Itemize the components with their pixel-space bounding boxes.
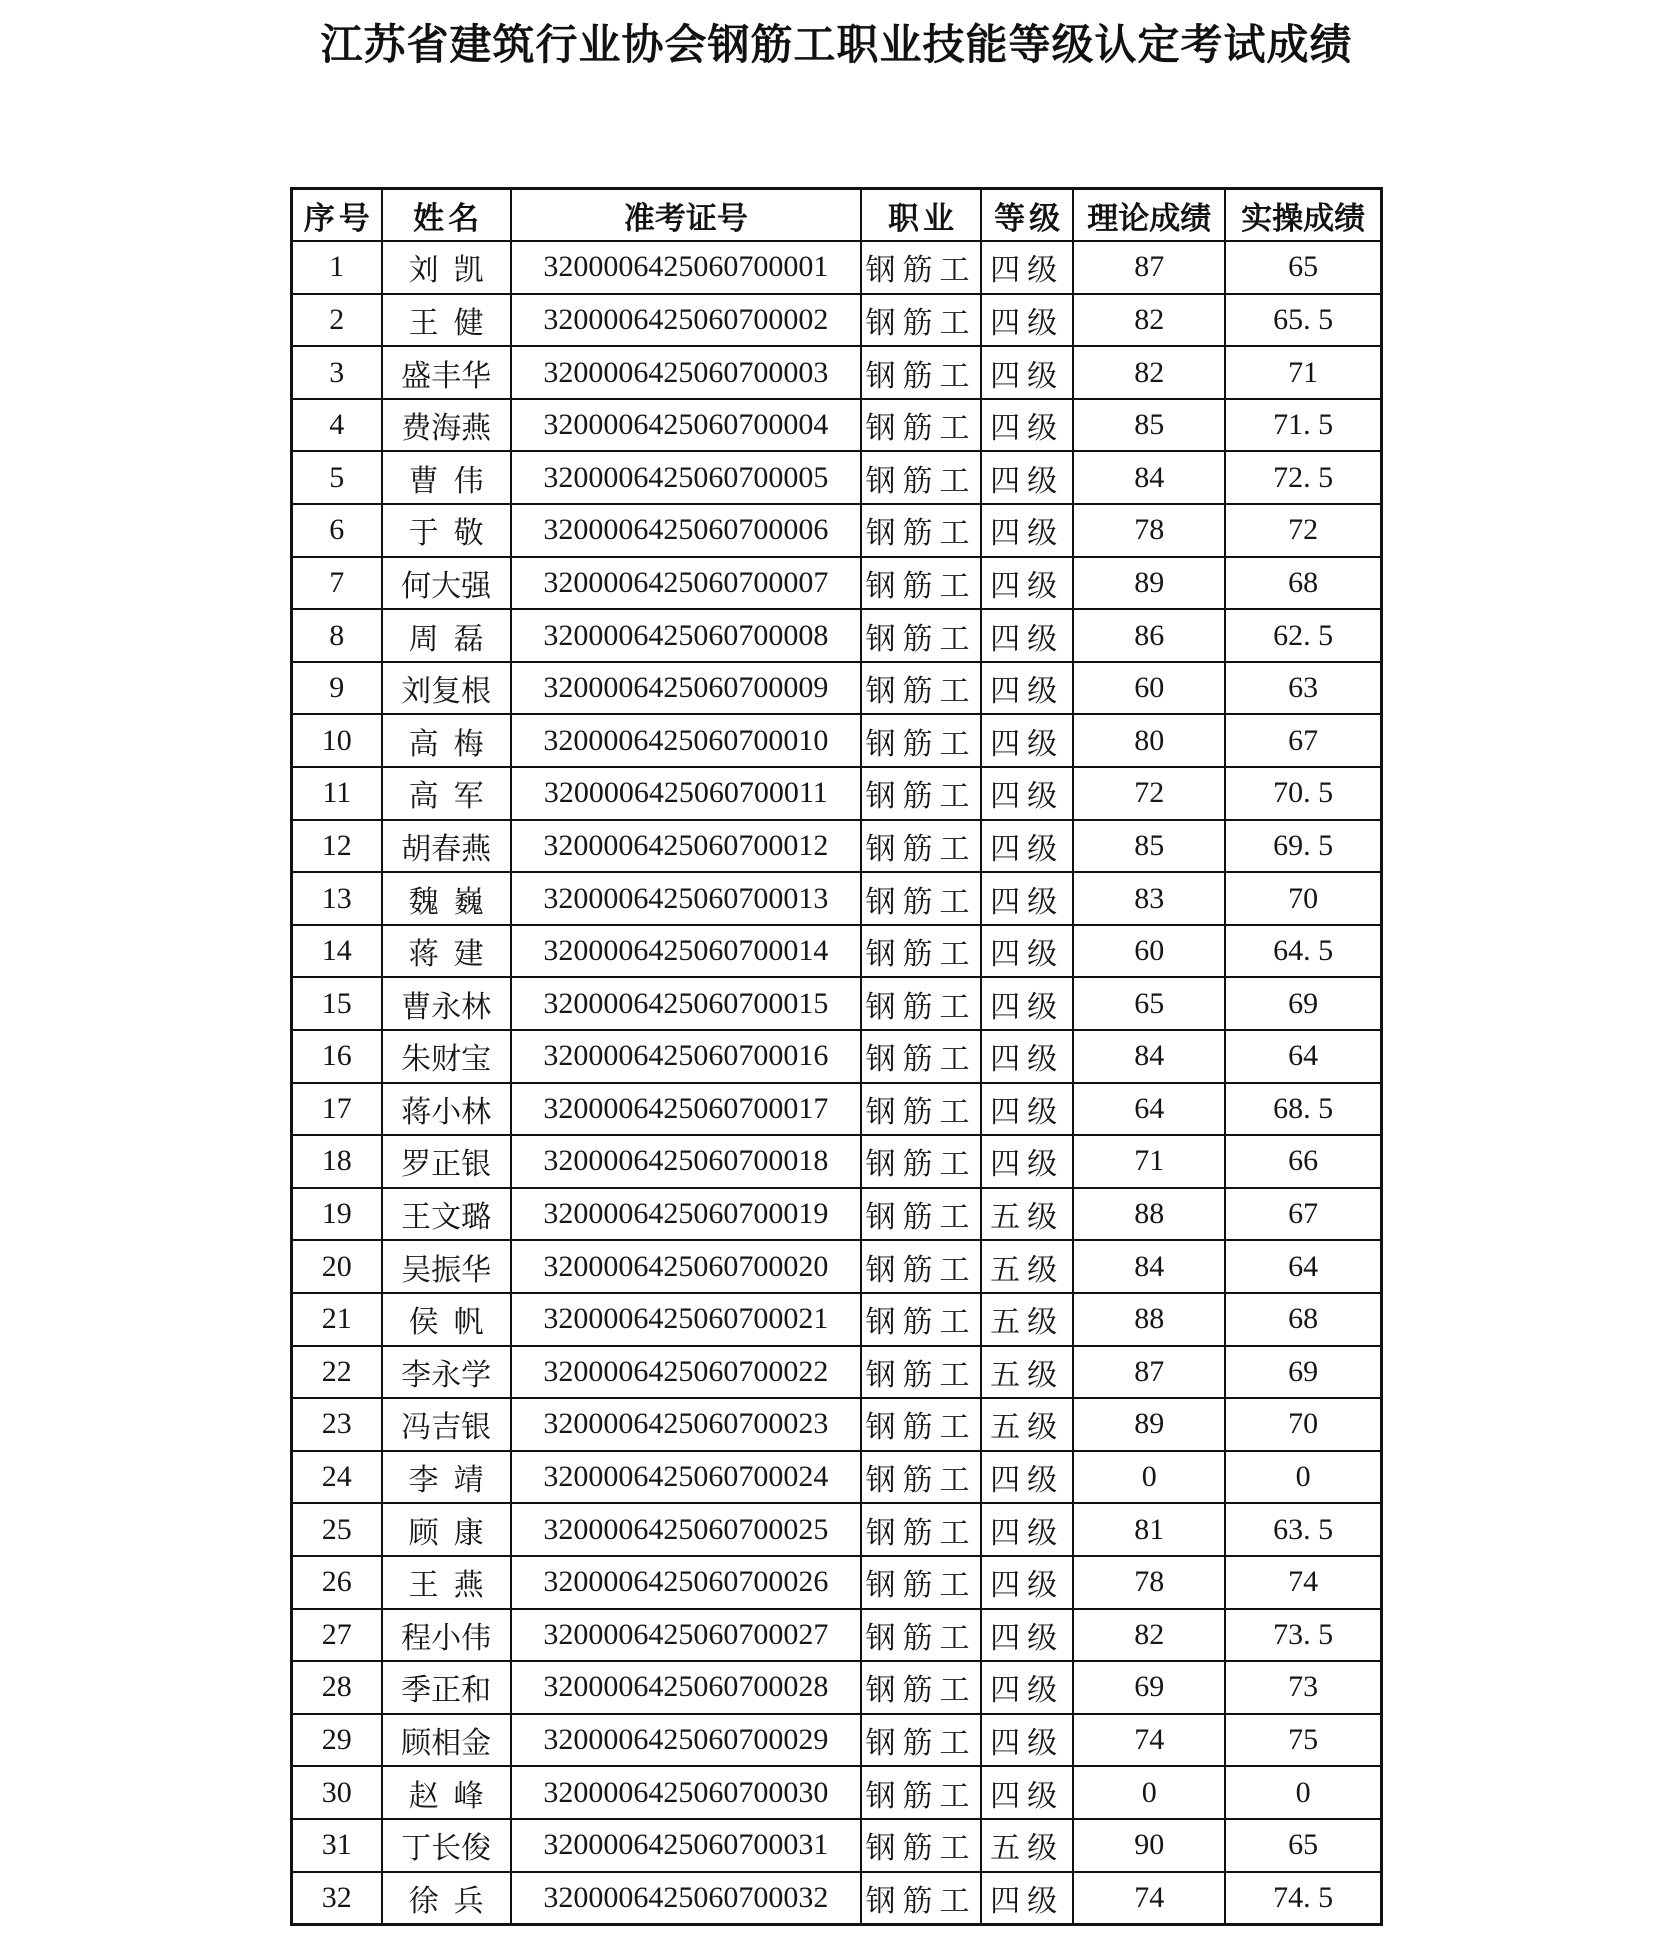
cell-index: 17 [292, 1083, 382, 1136]
cell-theory_score: 85 [1073, 820, 1225, 873]
cell-theory_score: 81 [1073, 1503, 1225, 1556]
cell-index: 32 [292, 1872, 382, 1925]
cell-occupation: 钢筋工 [861, 1135, 981, 1188]
cell-occupation: 钢筋工 [861, 504, 981, 557]
table-row [292, 1030, 1382, 1083]
table-row [292, 504, 1382, 557]
cell-name: 何大强 [382, 557, 511, 610]
cell-ticket_no: 3200006425060700028 [511, 1661, 861, 1714]
cell-occupation: 钢筋工 [861, 1030, 981, 1083]
cell-level: 四级 [981, 609, 1073, 662]
table-row [292, 662, 1382, 715]
table-row [292, 1872, 1382, 1925]
cell-level: 四级 [981, 820, 1073, 873]
cell-index: 5 [292, 451, 382, 504]
table-row [292, 1451, 1382, 1504]
cell-index: 29 [292, 1714, 382, 1767]
cell-theory_score: 90 [1073, 1819, 1225, 1872]
cell-level: 四级 [981, 504, 1073, 557]
table-row [292, 451, 1382, 504]
cell-index: 6 [292, 504, 382, 557]
cell-theory_score: 69 [1073, 1661, 1225, 1714]
cell-index: 24 [292, 1451, 382, 1504]
cell-ticket_no: 3200006425060700021 [511, 1293, 861, 1346]
cell-name: 顾康 [382, 1503, 511, 1556]
cell-occupation: 钢筋工 [861, 1714, 981, 1767]
cell-occupation: 钢筋工 [861, 925, 981, 978]
cell-ticket_no: 3200006425060700026 [511, 1556, 861, 1609]
cell-ticket_no: 3200006425060700022 [511, 1346, 861, 1399]
cell-name: 王健 [382, 294, 511, 347]
cell-level: 四级 [981, 557, 1073, 610]
cell-name: 徐兵 [382, 1872, 511, 1925]
table-row [292, 872, 1382, 925]
cell-level: 四级 [981, 1609, 1073, 1662]
cell-index: 31 [292, 1819, 382, 1872]
cell-occupation: 钢筋工 [861, 1819, 981, 1872]
cell-level: 四级 [981, 346, 1073, 399]
cell-index: 20 [292, 1240, 382, 1293]
cell-practical_score: 67 [1225, 1188, 1381, 1241]
table-row [292, 1240, 1382, 1293]
cell-theory_score: 84 [1073, 451, 1225, 504]
cell-ticket_no: 3200006425060700004 [511, 399, 861, 452]
cell-theory_score: 74 [1073, 1872, 1225, 1925]
cell-index: 23 [292, 1398, 382, 1451]
table-row [292, 1766, 1382, 1819]
cell-name: 周磊 [382, 609, 511, 662]
cell-name: 罗正银 [382, 1135, 511, 1188]
cell-occupation: 钢筋工 [861, 767, 981, 820]
cell-level: 四级 [981, 1083, 1073, 1136]
cell-level: 四级 [981, 925, 1073, 978]
cell-theory_score: 60 [1073, 662, 1225, 715]
cell-index: 16 [292, 1030, 382, 1083]
cell-name: 盛丰华 [382, 346, 511, 399]
cell-practical_score: 64 [1225, 1240, 1381, 1293]
column-header-practical_score: 实操成绩 [1225, 189, 1381, 242]
cell-occupation: 钢筋工 [861, 662, 981, 715]
cell-practical_score: 67 [1225, 714, 1381, 767]
cell-index: 21 [292, 1293, 382, 1346]
cell-ticket_no: 3200006425060700013 [511, 872, 861, 925]
cell-level: 四级 [981, 662, 1073, 715]
cell-practical_score: 69 [1225, 977, 1381, 1030]
cell-ticket_no: 3200006425060700024 [511, 1451, 861, 1504]
cell-name: 刘复根 [382, 662, 511, 715]
cell-name: 顾相金 [382, 1714, 511, 1767]
cell-ticket_no: 3200006425060700014 [511, 925, 861, 978]
cell-practical_score: 72 [1225, 504, 1381, 557]
cell-level: 四级 [981, 294, 1073, 347]
cell-occupation: 钢筋工 [861, 1398, 981, 1451]
cell-name: 冯吉银 [382, 1398, 511, 1451]
cell-occupation: 钢筋工 [861, 1083, 981, 1136]
cell-occupation: 钢筋工 [861, 977, 981, 1030]
cell-level: 五级 [981, 1240, 1073, 1293]
cell-level: 五级 [981, 1188, 1073, 1241]
cell-name: 王燕 [382, 1556, 511, 1609]
cell-ticket_no: 3200006425060700020 [511, 1240, 861, 1293]
cell-name: 朱财宝 [382, 1030, 511, 1083]
cell-name: 季正和 [382, 1661, 511, 1714]
cell-index: 7 [292, 557, 382, 610]
cell-practical_score: 64 [1225, 1030, 1381, 1083]
cell-occupation: 钢筋工 [861, 1609, 981, 1662]
cell-theory_score: 74 [1073, 1714, 1225, 1767]
table-row [292, 1503, 1382, 1556]
cell-practical_score: 68 [1225, 557, 1381, 610]
cell-theory_score: 72 [1073, 767, 1225, 820]
cell-index: 15 [292, 977, 382, 1030]
cell-occupation: 钢筋工 [861, 714, 981, 767]
cell-ticket_no: 3200006425060700006 [511, 504, 861, 557]
cell-occupation: 钢筋工 [861, 1661, 981, 1714]
cell-practical_score: 64. 5 [1225, 925, 1381, 978]
cell-practical_score: 75 [1225, 1714, 1381, 1767]
cell-theory_score: 89 [1073, 557, 1225, 610]
table-row [292, 609, 1382, 662]
cell-ticket_no: 3200006425060700005 [511, 451, 861, 504]
cell-occupation: 钢筋工 [861, 872, 981, 925]
table-row [292, 346, 1382, 399]
cell-index: 12 [292, 820, 382, 873]
cell-practical_score: 62. 5 [1225, 609, 1381, 662]
results-table [290, 187, 1383, 1926]
table-row [292, 294, 1382, 347]
column-header-name: 姓名 [382, 189, 511, 242]
cell-index: 30 [292, 1766, 382, 1819]
cell-index: 3 [292, 346, 382, 399]
cell-ticket_no: 3200006425060700008 [511, 609, 861, 662]
cell-occupation: 钢筋工 [861, 399, 981, 452]
column-header-level: 等级 [981, 189, 1073, 242]
cell-theory_score: 60 [1073, 925, 1225, 978]
cell-theory_score: 78 [1073, 1556, 1225, 1609]
cell-occupation: 钢筋工 [861, 1346, 981, 1399]
cell-occupation: 钢筋工 [861, 1503, 981, 1556]
cell-name: 曹伟 [382, 451, 511, 504]
cell-index: 19 [292, 1188, 382, 1241]
cell-practical_score: 66 [1225, 1135, 1381, 1188]
cell-ticket_no: 3200006425060700029 [511, 1714, 861, 1767]
cell-index: 1 [292, 241, 382, 294]
table-row [292, 1556, 1382, 1609]
cell-level: 四级 [981, 1451, 1073, 1504]
cell-ticket_no: 3200006425060700030 [511, 1766, 861, 1819]
cell-practical_score: 70 [1225, 1398, 1381, 1451]
column-header-index: 序号 [292, 189, 382, 242]
cell-practical_score: 70. 5 [1225, 767, 1381, 820]
cell-name: 费海燕 [382, 399, 511, 452]
cell-level: 四级 [981, 399, 1073, 452]
cell-ticket_no: 3200006425060700019 [511, 1188, 861, 1241]
cell-theory_score: 0 [1073, 1451, 1225, 1504]
cell-index: 14 [292, 925, 382, 978]
cell-practical_score: 0 [1225, 1766, 1381, 1819]
cell-practical_score: 65. 5 [1225, 294, 1381, 347]
table-row [292, 241, 1382, 294]
cell-ticket_no: 3200006425060700010 [511, 714, 861, 767]
table-row [292, 820, 1382, 873]
cell-ticket_no: 3200006425060700017 [511, 1083, 861, 1136]
cell-theory_score: 82 [1073, 1609, 1225, 1662]
table-row [292, 1661, 1382, 1714]
cell-name: 于敬 [382, 504, 511, 557]
cell-name: 刘凯 [382, 241, 511, 294]
cell-theory_score: 89 [1073, 1398, 1225, 1451]
cell-name: 高梅 [382, 714, 511, 767]
cell-practical_score: 65 [1225, 1819, 1381, 1872]
cell-theory_score: 64 [1073, 1083, 1225, 1136]
table-row [292, 1135, 1382, 1188]
cell-occupation: 钢筋工 [861, 609, 981, 662]
cell-ticket_no: 3200006425060700003 [511, 346, 861, 399]
table-row [292, 925, 1382, 978]
cell-name: 吴振华 [382, 1240, 511, 1293]
cell-index: 25 [292, 1503, 382, 1556]
cell-name: 曹永林 [382, 977, 511, 1030]
cell-level: 四级 [981, 1135, 1073, 1188]
cell-practical_score: 68 [1225, 1293, 1381, 1346]
cell-name: 胡春燕 [382, 820, 511, 873]
page-title: 江苏省建筑行业协会钢筋工职业技能等级认定考试成绩 [320, 23, 1353, 69]
cell-theory_score: 82 [1073, 294, 1225, 347]
cell-theory_score: 88 [1073, 1188, 1225, 1241]
cell-theory_score: 83 [1073, 872, 1225, 925]
cell-occupation: 钢筋工 [861, 1293, 981, 1346]
cell-ticket_no: 3200006425060700018 [511, 1135, 861, 1188]
cell-ticket_no: 3200006425060700032 [511, 1872, 861, 1925]
cell-theory_score: 87 [1073, 1346, 1225, 1399]
table-row [292, 1293, 1382, 1346]
cell-ticket_no: 3200006425060700015 [511, 977, 861, 1030]
cell-level: 四级 [981, 872, 1073, 925]
cell-name: 蒋小林 [382, 1083, 511, 1136]
table-row [292, 1609, 1382, 1662]
cell-practical_score: 69 [1225, 1346, 1381, 1399]
cell-index: 9 [292, 662, 382, 715]
table-row [292, 1398, 1382, 1451]
cell-theory_score: 86 [1073, 609, 1225, 662]
table-body [292, 241, 1382, 1924]
cell-occupation: 钢筋工 [861, 451, 981, 504]
cell-ticket_no: 3200006425060700012 [511, 820, 861, 873]
cell-level: 四级 [981, 714, 1073, 767]
table-row [292, 399, 1382, 452]
column-header-theory_score: 理论成绩 [1073, 189, 1225, 242]
cell-theory_score: 88 [1073, 1293, 1225, 1346]
cell-name: 赵峰 [382, 1766, 511, 1819]
cell-ticket_no: 3200006425060700009 [511, 662, 861, 715]
cell-practical_score: 65 [1225, 241, 1381, 294]
cell-practical_score: 74. 5 [1225, 1872, 1381, 1925]
cell-name: 侯帆 [382, 1293, 511, 1346]
cell-occupation: 钢筋工 [861, 1872, 981, 1925]
column-header-occupation: 职业 [861, 189, 981, 242]
cell-practical_score: 73 [1225, 1661, 1381, 1714]
table-header-row [292, 189, 1382, 242]
table-row [292, 1188, 1382, 1241]
table-row [292, 1819, 1382, 1872]
cell-ticket_no: 3200006425060700027 [511, 1609, 861, 1662]
cell-name: 程小伟 [382, 1609, 511, 1662]
table-row [292, 557, 1382, 610]
cell-practical_score: 73. 5 [1225, 1609, 1381, 1662]
cell-ticket_no: 3200006425060700023 [511, 1398, 861, 1451]
cell-occupation: 钢筋工 [861, 1188, 981, 1241]
table-row [292, 714, 1382, 767]
cell-level: 五级 [981, 1398, 1073, 1451]
cell-occupation: 钢筋工 [861, 820, 981, 873]
cell-name: 李永学 [382, 1346, 511, 1399]
cell-level: 四级 [981, 1556, 1073, 1609]
table-row [292, 1083, 1382, 1136]
cell-level: 五级 [981, 1819, 1073, 1872]
cell-practical_score: 71. 5 [1225, 399, 1381, 452]
cell-level: 四级 [981, 1766, 1073, 1819]
cell-theory_score: 80 [1073, 714, 1225, 767]
table-row [292, 1346, 1382, 1399]
cell-occupation: 钢筋工 [861, 557, 981, 610]
cell-level: 四级 [981, 1661, 1073, 1714]
cell-practical_score: 0 [1225, 1451, 1381, 1504]
cell-index: 18 [292, 1135, 382, 1188]
cell-theory_score: 82 [1073, 346, 1225, 399]
cell-practical_score: 63 [1225, 662, 1381, 715]
cell-ticket_no: 3200006425060700011 [511, 767, 861, 820]
cell-index: 26 [292, 1556, 382, 1609]
cell-theory_score: 0 [1073, 1766, 1225, 1819]
cell-index: 22 [292, 1346, 382, 1399]
cell-occupation: 钢筋工 [861, 294, 981, 347]
cell-level: 四级 [981, 1030, 1073, 1083]
cell-ticket_no: 3200006425060700016 [511, 1030, 861, 1083]
cell-practical_score: 68. 5 [1225, 1083, 1381, 1136]
cell-practical_score: 70 [1225, 872, 1381, 925]
cell-practical_score: 69. 5 [1225, 820, 1381, 873]
cell-level: 四级 [981, 241, 1073, 294]
cell-practical_score: 71 [1225, 346, 1381, 399]
cell-theory_score: 84 [1073, 1240, 1225, 1293]
table-row [292, 1714, 1382, 1767]
cell-occupation: 钢筋工 [861, 1451, 981, 1504]
cell-occupation: 钢筋工 [861, 1766, 981, 1819]
cell-index: 11 [292, 767, 382, 820]
cell-name: 李靖 [382, 1451, 511, 1504]
cell-name: 高军 [382, 767, 511, 820]
cell-level: 四级 [981, 451, 1073, 504]
cell-occupation: 钢筋工 [861, 241, 981, 294]
cell-level: 四级 [981, 977, 1073, 1030]
cell-ticket_no: 3200006425060700007 [511, 557, 861, 610]
cell-name: 王文璐 [382, 1188, 511, 1241]
cell-theory_score: 84 [1073, 1030, 1225, 1083]
cell-index: 28 [292, 1661, 382, 1714]
cell-ticket_no: 3200006425060700025 [511, 1503, 861, 1556]
cell-theory_score: 71 [1073, 1135, 1225, 1188]
cell-level: 四级 [981, 1872, 1073, 1925]
cell-ticket_no: 3200006425060700001 [511, 241, 861, 294]
cell-occupation: 钢筋工 [861, 1240, 981, 1293]
cell-level: 四级 [981, 1503, 1073, 1556]
cell-practical_score: 63. 5 [1225, 1503, 1381, 1556]
cell-index: 27 [292, 1609, 382, 1662]
cell-name: 蒋建 [382, 925, 511, 978]
cell-level: 五级 [981, 1293, 1073, 1346]
column-header-ticket_no: 准考证号 [511, 189, 861, 242]
cell-index: 2 [292, 294, 382, 347]
cell-level: 四级 [981, 767, 1073, 820]
cell-occupation: 钢筋工 [861, 346, 981, 399]
cell-practical_score: 74 [1225, 1556, 1381, 1609]
cell-index: 13 [292, 872, 382, 925]
cell-index: 8 [292, 609, 382, 662]
cell-theory_score: 65 [1073, 977, 1225, 1030]
cell-occupation: 钢筋工 [861, 1556, 981, 1609]
table-row [292, 977, 1382, 1030]
cell-name: 丁长俊 [382, 1819, 511, 1872]
cell-level: 四级 [981, 1714, 1073, 1767]
cell-theory_score: 87 [1073, 241, 1225, 294]
cell-ticket_no: 3200006425060700002 [511, 294, 861, 347]
cell-index: 4 [292, 399, 382, 452]
cell-practical_score: 72. 5 [1225, 451, 1381, 504]
table-row [292, 767, 1382, 820]
cell-index: 10 [292, 714, 382, 767]
cell-level: 五级 [981, 1346, 1073, 1399]
cell-theory_score: 85 [1073, 399, 1225, 452]
cell-ticket_no: 3200006425060700031 [511, 1819, 861, 1872]
cell-name: 魏巍 [382, 872, 511, 925]
cell-theory_score: 78 [1073, 504, 1225, 557]
